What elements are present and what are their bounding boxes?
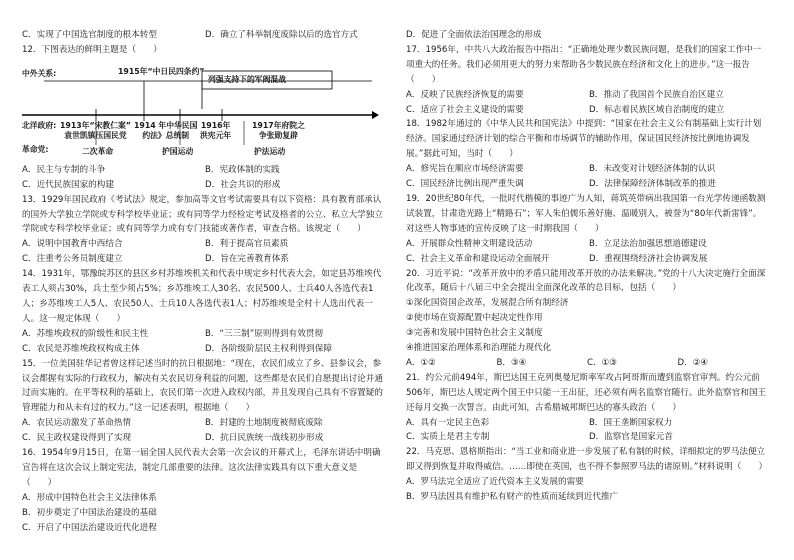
q14-option-c: C．农民是苏维埃政权构成主体 <box>22 343 140 354</box>
q13-options <box>22 237 384 267</box>
q16-option-b: B．初步奠定了中国法治建设的基础 <box>22 507 157 518</box>
q21-option-d: D．监察官是国家元首 <box>589 432 673 443</box>
timeline-event-line: 争张勋复辟 <box>258 130 298 140</box>
q18-stem: 18．1982年通过的《中华人民共和国宪法》中提到：“国家在社会主义公有制基础上实行计划经济。国家通过经济计划的综合平衡和市场调节的辅助作用，保证国民经济按比例地协调发展。”据此可知，当时（ ） <box>406 119 762 160</box>
q19-option-d: D．重视围绕经济社会协调发展 <box>589 253 708 264</box>
q21-option-b: B．国王垄断国家权力 <box>589 417 673 428</box>
q17-stem: 17．1956年，中共八大政治报告中指出：“正确地处理少数民族问题，是我们的国家工作中一项重大的任务。我们必须用更大的努力来帮助各少数民族在经济和文化上的进步。”这一报告（ ） <box>406 44 762 85</box>
timeline-foreign-event-1: 1915年“中日民四条约” <box>118 66 205 76</box>
q19-option-a: A．开展群众性精神文明建设活动 <box>406 238 533 249</box>
q12-timeline-figure <box>22 59 384 161</box>
q20-option-a: A．①② <box>406 357 436 368</box>
q21-option-c: C．实质上是君主专制 <box>406 432 490 443</box>
q11-option-c: C．实现了中国选官制度的根本转型 <box>22 30 157 40</box>
q22-stem: 22．马克思、恩格斯指出：“当工业和商业进一步发展了私有制的时候，详细拟定的罗马法便立即又得到恢复并取得威信。……即使在英国，也不得不参照罗马法的诸原则。”材料说明（ ） <box>406 447 768 473</box>
q18-option-c: C．国民经济比例出现严重失调 <box>406 179 524 190</box>
q19-stem: 19．20世纪80年代，一批时代楷模的事迹广为人知，蒋筑英带病出我国第一台光学传递函数测试装置，甘肃造光路上“精路石”；军人朱伯儒乐善好施、温暖别人，被誉为“80年代新雷锋”。对这些人物事迹的宣传反映了这一时期我国（ ） <box>406 193 766 234</box>
q20-option-d: D．②④ <box>677 357 709 368</box>
q20-option-b: B．③④ <box>496 357 527 368</box>
q16-stem: 16．1954年9月15日，在第一届全国人民代表大会第一次会议的开幕式上，毛泽东讲话中明确宣告将在这次会议上制定宪法，制定几部重要的法律。这次法律实践具有以下重大意义是（ ） <box>22 448 381 488</box>
q12-stem: 12．下图表达的鲜明主题是（ ） <box>22 44 162 55</box>
q19-option-b: B．立足法治加强思想道德建设 <box>589 238 707 249</box>
q18-option-d: D．法律保障经济体制改革的推进 <box>589 179 716 190</box>
q18-option-a: A．修宪旨在顺应市场经济需要 <box>406 164 524 175</box>
q16-option-a: A．形成中国特色社会主义法律体系 <box>22 492 157 503</box>
timeline-north-event-4 <box>252 121 305 141</box>
timeline-north-event-1 <box>60 121 131 141</box>
timeline-event-line: 约法》总统制 <box>142 130 190 140</box>
q20-item-1: ①深化国资国企改革，发展混合所有制经济 <box>406 298 569 309</box>
left-column <box>22 28 384 535</box>
q15-option-a: A．农民运动激发了革命热情 <box>22 418 132 429</box>
q20-item-4: ④推进国家治理体系和治理能力现代化 <box>406 343 552 354</box>
timeline-foreign-label: 中外关系: <box>22 68 57 78</box>
q16-option-d: D．促进了全面依法治国理念的形成 <box>406 30 542 40</box>
timeline-south-event-3: 护法运动 <box>254 146 286 156</box>
q20-item-3: ③完善和发展中国特色社会主义制度 <box>406 328 543 339</box>
q22-option-b: B．罗马法因具有维护私有财产的性质而延续到近代推广 <box>406 492 619 503</box>
timeline-south-label: 革命党: <box>22 144 49 154</box>
q17-option-a: A．反映了民族经济恢复的需要 <box>406 89 524 100</box>
q16-option-c: C．开启了中国法治建设近代化进程 <box>22 522 157 533</box>
timeline-event-line: 洪宪元年 <box>200 130 232 140</box>
q15-stem: 15．一位美国驻华记者曾这样记述当时的抗日根据地：“现在，农民们成立了乡、县参议会，参议会都握有实际的行政权力，解决有关农民切身利益的问题，这些都是农民们自愿提出讨论并通过而实施的。在平等权利的基础上，农民们第一次进入政权内部，并且发现自己具有不容置疑的管理能力和从未有过的权力。”这一记述表明，根据地（ ） <box>22 358 383 414</box>
q20-stem: 20．习近平说：“改革开放中的矛盾只能用改革开放的办法来解决。”党的十八大决定施行全面深化改革，随后十八届三中全会提出全面深化改革的总目标，包括（ ） <box>406 268 766 294</box>
q12-option-b: B．宪政体制的实践 <box>205 164 280 175</box>
q18-option-b: B．未改变对计划经济体制的认识 <box>589 164 716 175</box>
q14-options <box>22 327 384 357</box>
q20-options <box>406 356 768 371</box>
timeline-event-line: 1914 年中华民国 <box>134 120 198 130</box>
q12-option-a: A．民主与专制的斗争 <box>22 164 106 175</box>
q12-options <box>22 163 384 193</box>
timeline-event-line: 1916年 <box>200 120 231 130</box>
q21-stem: 21．约公元前494年，斯巴达国王克列奥曼尼斯率军攻占阿哥斯而遭到监察官审判。约公元前506年，斯巴达人规定两个国王中只能一王出征，还必须有两名监察官随行。此外监察官和国王还每月交换一次誓言。由此可知，古希腊城邦斯巴达的寡头政治（ ） <box>406 372 767 413</box>
q19-option-c: C．社会主义革命和建设运动全面展开 <box>406 253 550 264</box>
q11-option-d: D．确立了科举制度废除以后的选官方式 <box>205 30 358 40</box>
q18-options <box>406 162 768 192</box>
q14-option-a: A．苏维埃政权的阶级性和民主性 <box>22 328 149 339</box>
q17-option-d: D．标志着民族区域自治制度的建立 <box>589 104 725 115</box>
q15-option-c: C．民主政权建设得到了实现 <box>22 433 132 444</box>
timeline-south-event-1: 二次革命 <box>82 146 114 156</box>
q13-option-d: D．旨在完善教育体系 <box>205 254 289 265</box>
timeline-event-line: 1913年“宋教仁案” <box>60 120 131 130</box>
q17-option-c: C．适应了社会主义建设的需要 <box>406 104 524 115</box>
q22-option-a: A．罗马法完全适应了近代资本主义发展的需要 <box>406 477 584 488</box>
q17-options <box>406 88 768 118</box>
right-column <box>406 28 768 505</box>
q14-stem: 14．1931年，鄂豫皖苏区的县区乡村苏维埃机关和代表中规定乡村代表大会，如定县苏维埃代表工人须占30%，兵士至少须占5%；乡苏维埃工人30名、农民500人、士兵40人各选代表1人；乡苏维埃工人5人、农民50人、士兵10人各选代表1人；村苏维埃是全村十人选出代表一人。这一规定体现（ ） <box>22 269 382 324</box>
timeline-south-event-2: 护国运动 <box>162 146 194 156</box>
q13-option-a: A．说明中国教育中西结合 <box>22 239 123 250</box>
q12-option-d: D．社会共识的形成 <box>205 179 281 190</box>
q14-option-d: D．各阶级阶层民主权利得到保障 <box>205 343 332 354</box>
q11-options <box>22 28 384 43</box>
q15-options <box>22 416 384 446</box>
q15-option-b: B．封建的土地制度被彻底废除 <box>205 418 323 429</box>
timeline-north-event-3 <box>200 121 231 141</box>
timeline-north-event-2 <box>134 121 197 141</box>
q20-option-c: C．①③ <box>587 357 618 368</box>
timeline-foreign-event-2: 列强支持下的军阀混战 <box>208 74 286 84</box>
q21-option-a: A．具有一定民主色彩 <box>406 417 490 428</box>
q12-option-c: C．近代民族国家的构建 <box>22 179 114 190</box>
q20-item-2: ②使市场在资源配置中起决定性作用 <box>406 313 543 324</box>
q13-option-b: B．利于提高官员素质 <box>205 239 289 250</box>
q15-option-d: D．抗日民族统一战线初步形成 <box>205 433 324 444</box>
q13-stem: 13．1929年国民政府《考试法》规定，参加高等文官考试需要具有以下资格：具有教育部承认的国外大学独立学院或专科学校毕业证；或有同等学力经检定考试及格者的公立、私立大学独立学院或专科学校毕业证；或有同等学力或有专门技能或著作者，审查合格。该规定（ ） <box>22 194 383 235</box>
q13-option-c: C．注重考公务员制度建立 <box>22 254 123 265</box>
q21-options <box>406 416 768 446</box>
timeline-north-label: 北洋政府: <box>22 120 57 130</box>
timeline-event-line: 袁世凯镇压国民党 <box>64 130 127 140</box>
timeline-event-line: 1917年府院之 <box>252 120 305 130</box>
q19-options <box>406 237 768 267</box>
q17-option-b: B．推动了我国首个民族自治区建立 <box>589 89 724 100</box>
q14-option-b: B．“三三制”原则得到有效贯彻 <box>205 328 323 339</box>
